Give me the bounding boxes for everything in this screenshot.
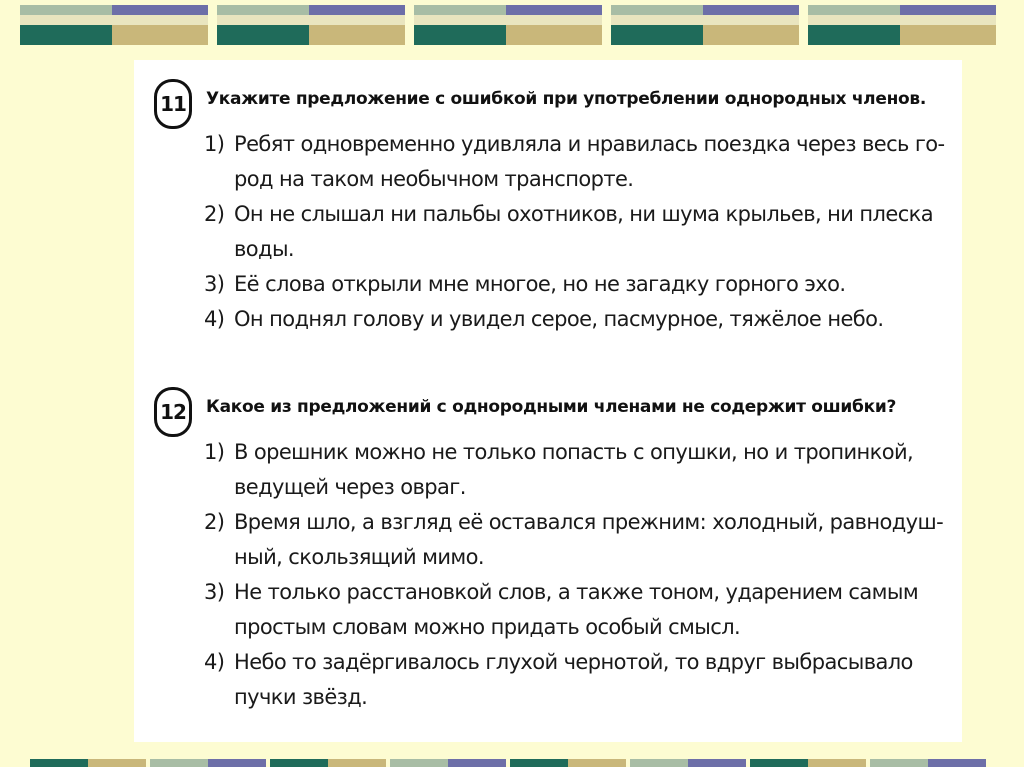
option-line: Её слова открыли мне многое, но не загадку горного эхо. [234,272,846,296]
option-line: Время шло, а взгляд её оставался прежним: холодный, равнодуш- [234,510,944,534]
band-block [414,5,602,45]
option-text [234,267,954,302]
task-number-badge: 11 [154,79,192,129]
option-text [234,127,954,197]
band-block [808,5,996,45]
option-line: Он не слышал ни пальбы охотников, ни шума крыльев, ни плеска [234,202,933,226]
answer-option [204,302,954,337]
band-block [217,5,405,45]
option-line: Ребят одновременно удивляла и нравилась поездка через весь го- [234,132,945,156]
option-text [234,645,954,715]
worksheet-scan [134,60,962,742]
band-block [611,5,799,45]
answer-option [204,127,954,197]
option-line: род на таком необычном транспорте. [234,167,634,191]
task-question: Какое из предложений с однородными членами не содержит ошибки? [206,397,897,417]
option-number: 2) [204,510,225,534]
option-line: Не только расстановкой слов, а также тоном, ударением самым [234,580,919,604]
answer-options [204,435,954,715]
option-text [234,302,954,337]
band-block [20,5,208,45]
task-question: Укажите предложение с ошибкой при употреблении однородных членов. [206,89,927,109]
bottom-decorative-band [30,759,994,767]
option-text [234,575,954,645]
top-decorative-band [20,5,1004,45]
option-number: 1) [204,440,225,464]
answer-option [204,197,954,267]
option-line: ведущей через овраг. [234,475,466,499]
option-line: воды. [234,237,295,261]
answer-option [204,267,954,302]
answer-option [204,505,954,575]
option-line: В орешник можно не только попасть с опушки, но и тропинкой, [234,440,914,464]
option-line: Он поднял голову и увидел серое, пасмурное, тяжёлое небо. [234,307,884,331]
option-text [234,197,954,267]
answer-option [204,575,954,645]
option-line: ный, скользящий мимо. [234,545,484,569]
option-number: 3) [204,272,225,296]
option-line: пучки звёзд. [234,685,368,709]
option-line: Небо то задёргивалось глухой чернотой, то вдруг выбрасывало [234,650,913,674]
option-text [234,435,954,505]
option-text [234,505,954,575]
task-number-badge: 12 [154,387,192,437]
answer-options [204,127,954,337]
option-number: 4) [204,650,225,674]
answer-option [204,645,954,715]
option-number: 4) [204,307,225,331]
answer-option [204,435,954,505]
option-number: 1) [204,132,225,156]
option-line: простым словам можно придать особый смысл. [234,615,741,639]
option-number: 2) [204,202,225,226]
option-number: 3) [204,580,225,604]
